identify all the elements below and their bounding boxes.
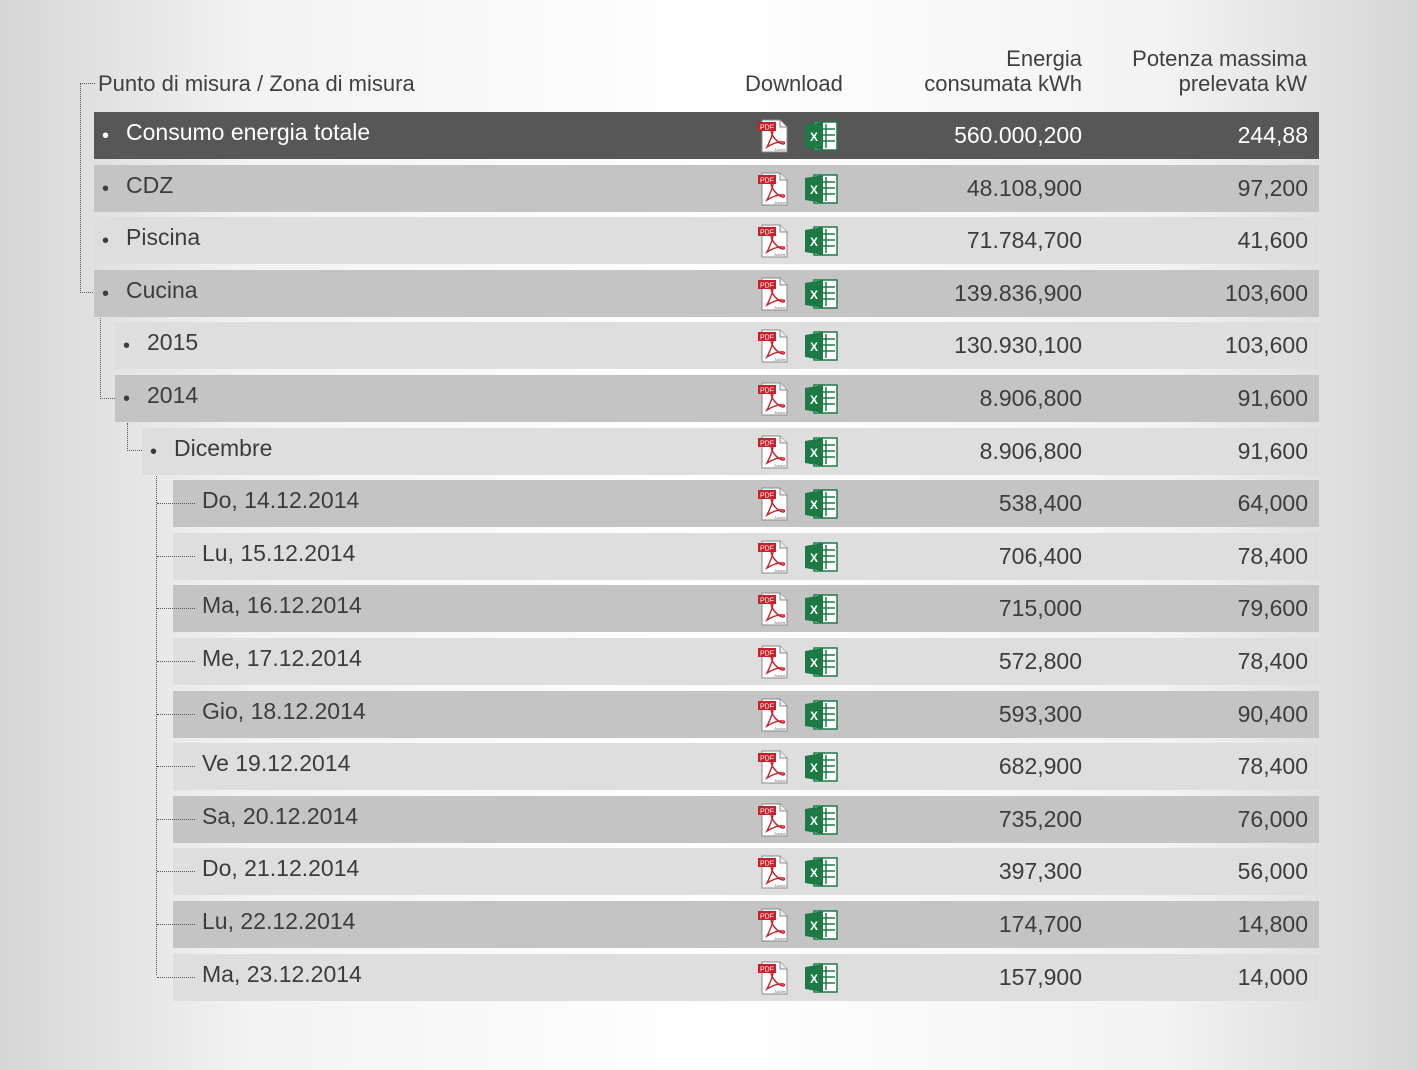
column-header-energy	[862, 46, 1082, 96]
power-value: 97,200	[1237, 175, 1308, 201]
energy-value: 593,300	[998, 701, 1082, 727]
svg-text:X: X	[809, 551, 819, 565]
svg-text:PDF: PDF	[760, 808, 774, 816]
pdf-download-icon[interactable]	[758, 750, 790, 784]
svg-text:Adobe: Adobe	[774, 305, 786, 310]
excel-download-icon[interactable]	[804, 384, 838, 414]
excel-download-icon[interactable]	[804, 805, 838, 835]
energy-value: 397,300	[998, 858, 1082, 884]
svg-text:Adobe: Adobe	[774, 883, 786, 888]
row-label: Do, 21.12.2014	[202, 855, 360, 881]
excel-download-icon[interactable]	[804, 331, 838, 361]
row-label: Ma, 16.12.2014	[202, 592, 362, 618]
table-row[interactable]	[142, 428, 1319, 475]
table-row[interactable]	[115, 322, 1319, 369]
download-icons	[758, 382, 840, 416]
download-icons	[758, 855, 840, 889]
table-row[interactable]	[173, 691, 1319, 738]
download-icons	[758, 592, 840, 626]
svg-text:Adobe: Adobe	[774, 726, 786, 731]
excel-download-icon[interactable]	[804, 857, 838, 887]
svg-text:X: X	[809, 446, 819, 460]
energy-value: 706,400	[998, 543, 1082, 569]
table-row[interactable]	[173, 743, 1319, 790]
tree-connector-day	[157, 556, 195, 557]
download-icons	[758, 540, 840, 574]
svg-text:PDF: PDF	[760, 703, 774, 711]
svg-text:PDF: PDF	[760, 597, 774, 605]
excel-download-icon[interactable]	[804, 700, 838, 730]
power-value: 90,400	[1237, 701, 1308, 727]
tree-connector-day	[157, 924, 195, 925]
svg-text:PDF: PDF	[760, 334, 774, 342]
svg-text:Adobe: Adobe	[774, 200, 786, 205]
table-row[interactable]	[94, 112, 1319, 159]
svg-text:PDF: PDF	[760, 755, 774, 763]
tree-connector-day	[157, 977, 195, 978]
tree-connector-cucina	[100, 318, 115, 399]
energy-header-line1: Energia	[1006, 46, 1082, 71]
pdf-download-icon[interactable]	[758, 277, 790, 311]
tree-connector-day	[157, 871, 195, 872]
energy-value: 538,400	[998, 490, 1082, 516]
pdf-download-icon[interactable]	[758, 855, 790, 889]
svg-text:X: X	[809, 340, 819, 354]
svg-text:Adobe: Adobe	[774, 515, 786, 520]
energy-value: 48.108,900	[966, 175, 1082, 201]
column-header-download: Download	[745, 71, 843, 96]
energy-value: 157,900	[998, 964, 1082, 990]
table-row[interactable]	[173, 901, 1319, 948]
download-icons	[758, 908, 840, 942]
svg-text:Adobe: Adobe	[774, 620, 786, 625]
table-row[interactable]	[94, 165, 1319, 212]
bullet-icon: •	[102, 178, 110, 200]
svg-text:Adobe: Adobe	[774, 147, 786, 152]
svg-text:PDF: PDF	[760, 650, 774, 658]
bullet-icon: •	[102, 283, 110, 305]
pdf-download-icon[interactable]	[758, 329, 790, 363]
svg-text:PDF: PDF	[760, 440, 774, 448]
power-value: 91,600	[1237, 438, 1308, 464]
excel-download-icon[interactable]	[804, 226, 838, 256]
pdf-download-icon[interactable]	[758, 908, 790, 942]
svg-text:X: X	[809, 498, 819, 512]
column-header-measure-point: Punto di misura / Zona di misura	[98, 71, 415, 96]
download-icons	[758, 224, 840, 258]
svg-text:PDF: PDF	[760, 124, 774, 132]
excel-download-icon[interactable]	[804, 174, 838, 204]
bullet-icon: •	[150, 441, 158, 463]
svg-text:PDF: PDF	[760, 966, 774, 974]
tree-connector-day	[157, 608, 195, 609]
row-label: Consumo energia totale	[126, 119, 371, 145]
svg-text:X: X	[809, 603, 819, 617]
table-row[interactable]	[173, 954, 1319, 1001]
energy-value: 572,800	[998, 648, 1082, 674]
pdf-download-icon[interactable]	[758, 382, 790, 416]
power-value: 64,000	[1237, 490, 1308, 516]
svg-text:Adobe: Adobe	[774, 831, 786, 836]
power-value: 56,000	[1237, 858, 1308, 884]
download-icons	[758, 698, 840, 732]
row-label: CDZ	[126, 172, 174, 198]
svg-text:Adobe: Adobe	[774, 568, 786, 573]
energy-value: 8.906,800	[979, 438, 1082, 464]
excel-download-icon[interactable]	[804, 647, 838, 677]
download-icons	[758, 435, 840, 469]
power-value: 103,600	[1224, 280, 1308, 306]
row-label: Gio, 18.12.2014	[202, 698, 366, 724]
table-row[interactable]	[94, 217, 1319, 264]
svg-text:Adobe: Adobe	[774, 410, 786, 415]
svg-text:Adobe: Adobe	[774, 357, 786, 362]
svg-text:PDF: PDF	[760, 492, 774, 500]
energy-value: 130.930,100	[954, 332, 1082, 358]
svg-text:X: X	[809, 183, 819, 197]
energy-value: 715,000	[998, 595, 1082, 621]
download-icons	[758, 487, 840, 521]
svg-text:X: X	[809, 866, 819, 880]
svg-text:Adobe: Adobe	[774, 463, 786, 468]
power-value: 14,800	[1237, 911, 1308, 937]
download-icons	[758, 750, 840, 784]
svg-text:Adobe: Adobe	[774, 673, 786, 678]
row-label: Ma, 23.12.2014	[202, 961, 362, 987]
svg-text:Adobe: Adobe	[774, 252, 786, 257]
energy-value: 560.000,200	[954, 122, 1082, 148]
power-value: 78,400	[1237, 543, 1308, 569]
svg-text:PDF: PDF	[760, 177, 774, 185]
pdf-download-icon[interactable]	[758, 592, 790, 626]
excel-download-icon[interactable]	[804, 963, 838, 993]
download-icons	[758, 277, 840, 311]
energy-header-line2: consumata kWh	[924, 71, 1082, 96]
tree-connector-day	[157, 661, 195, 662]
bullet-icon: •	[102, 230, 110, 252]
row-label: 2015	[147, 329, 199, 355]
svg-text:X: X	[809, 709, 819, 723]
power-value: 91,600	[1237, 385, 1308, 411]
power-value: 103,600	[1224, 332, 1308, 358]
bullet-icon: •	[102, 125, 110, 147]
svg-text:X: X	[809, 130, 819, 144]
tree-connector-day	[157, 766, 195, 767]
tree-connector-root	[80, 83, 95, 293]
row-label: Do, 14.12.2014	[202, 487, 360, 513]
svg-text:X: X	[809, 814, 819, 828]
row-label: Cucina	[126, 277, 198, 303]
table-row[interactable]	[173, 533, 1319, 580]
table-row[interactable]	[173, 638, 1319, 685]
power-value: 78,400	[1237, 648, 1308, 674]
download-icons	[758, 645, 840, 679]
power-value: 79,600	[1237, 595, 1308, 621]
pdf-download-icon[interactable]	[758, 803, 790, 837]
svg-text:PDF: PDF	[760, 913, 774, 921]
svg-text:X: X	[809, 288, 819, 302]
svg-text:X: X	[809, 393, 819, 407]
row-label: Sa, 20.12.2014	[202, 803, 359, 829]
row-label: Dicembre	[174, 435, 273, 461]
row-label: Piscina	[126, 224, 201, 250]
pdf-download-icon[interactable]	[758, 172, 790, 206]
table-row[interactable]	[94, 270, 1319, 317]
bullet-icon: •	[123, 388, 131, 410]
energy-value: 71.784,700	[966, 227, 1082, 253]
power-value: 76,000	[1237, 806, 1308, 832]
svg-text:PDF: PDF	[760, 860, 774, 868]
power-value: 244,88	[1237, 122, 1308, 148]
power-header-line2: prelevata kW	[1178, 71, 1307, 96]
row-label: Me, 17.12.2014	[202, 645, 362, 671]
pdf-download-icon[interactable]	[758, 224, 790, 258]
pdf-download-icon[interactable]	[758, 645, 790, 679]
row-label: 2014	[147, 382, 199, 408]
power-value: 41,600	[1237, 227, 1308, 253]
download-icons	[758, 172, 840, 206]
energy-value: 8.906,800	[979, 385, 1082, 411]
excel-download-icon[interactable]	[804, 910, 838, 940]
excel-download-icon[interactable]	[804, 437, 838, 467]
excel-download-icon[interactable]	[804, 752, 838, 782]
download-icons	[758, 329, 840, 363]
svg-text:Adobe: Adobe	[774, 778, 786, 783]
power-header-line1: Potenza massima	[1132, 46, 1307, 71]
table-row[interactable]	[115, 375, 1319, 422]
energy-value: 139.836,900	[954, 280, 1082, 306]
excel-download-icon[interactable]	[804, 542, 838, 572]
svg-text:X: X	[809, 972, 819, 986]
pdf-download-icon[interactable]	[758, 487, 790, 521]
pdf-download-icon[interactable]	[758, 698, 790, 732]
svg-text:X: X	[809, 235, 819, 249]
pdf-download-icon[interactable]	[758, 119, 790, 153]
row-label: Ve 19.12.2014	[202, 750, 351, 776]
svg-text:PDF: PDF	[760, 282, 774, 290]
excel-download-icon[interactable]	[804, 121, 838, 151]
table-row[interactable]	[173, 585, 1319, 632]
svg-text:PDF: PDF	[760, 545, 774, 553]
power-value: 78,400	[1237, 753, 1308, 779]
excel-download-icon[interactable]	[804, 594, 838, 624]
svg-text:PDF: PDF	[760, 229, 774, 237]
svg-text:X: X	[809, 761, 819, 775]
column-header-power	[1087, 46, 1307, 96]
row-label: Lu, 22.12.2014	[202, 908, 356, 934]
svg-text:Adobe: Adobe	[774, 989, 786, 994]
excel-download-icon[interactable]	[804, 489, 838, 519]
svg-text:X: X	[809, 919, 819, 933]
download-icons	[758, 803, 840, 837]
tree-connector-day	[157, 503, 195, 504]
pdf-download-icon[interactable]	[758, 540, 790, 574]
table-row[interactable]	[173, 796, 1319, 843]
energy-value: 174,700	[998, 911, 1082, 937]
power-value: 14,000	[1237, 964, 1308, 990]
pdf-download-icon[interactable]	[758, 961, 790, 995]
pdf-download-icon[interactable]	[758, 435, 790, 469]
tree-connector-2014	[127, 423, 142, 451]
tree-connector-days-vertical	[156, 476, 157, 975]
svg-text:X: X	[809, 656, 819, 670]
table-row[interactable]	[173, 480, 1319, 527]
energy-value: 682,900	[998, 753, 1082, 779]
table-row[interactable]	[173, 848, 1319, 895]
download-icons	[758, 119, 840, 153]
tree-connector-day	[157, 819, 195, 820]
row-label: Lu, 15.12.2014	[202, 540, 356, 566]
svg-text:PDF: PDF	[760, 387, 774, 395]
tree-connector-day	[157, 714, 195, 715]
download-icons	[758, 961, 840, 995]
energy-value: 735,200	[998, 806, 1082, 832]
svg-text:Adobe: Adobe	[774, 936, 786, 941]
bullet-icon: •	[123, 335, 131, 357]
excel-download-icon[interactable]	[804, 279, 838, 309]
